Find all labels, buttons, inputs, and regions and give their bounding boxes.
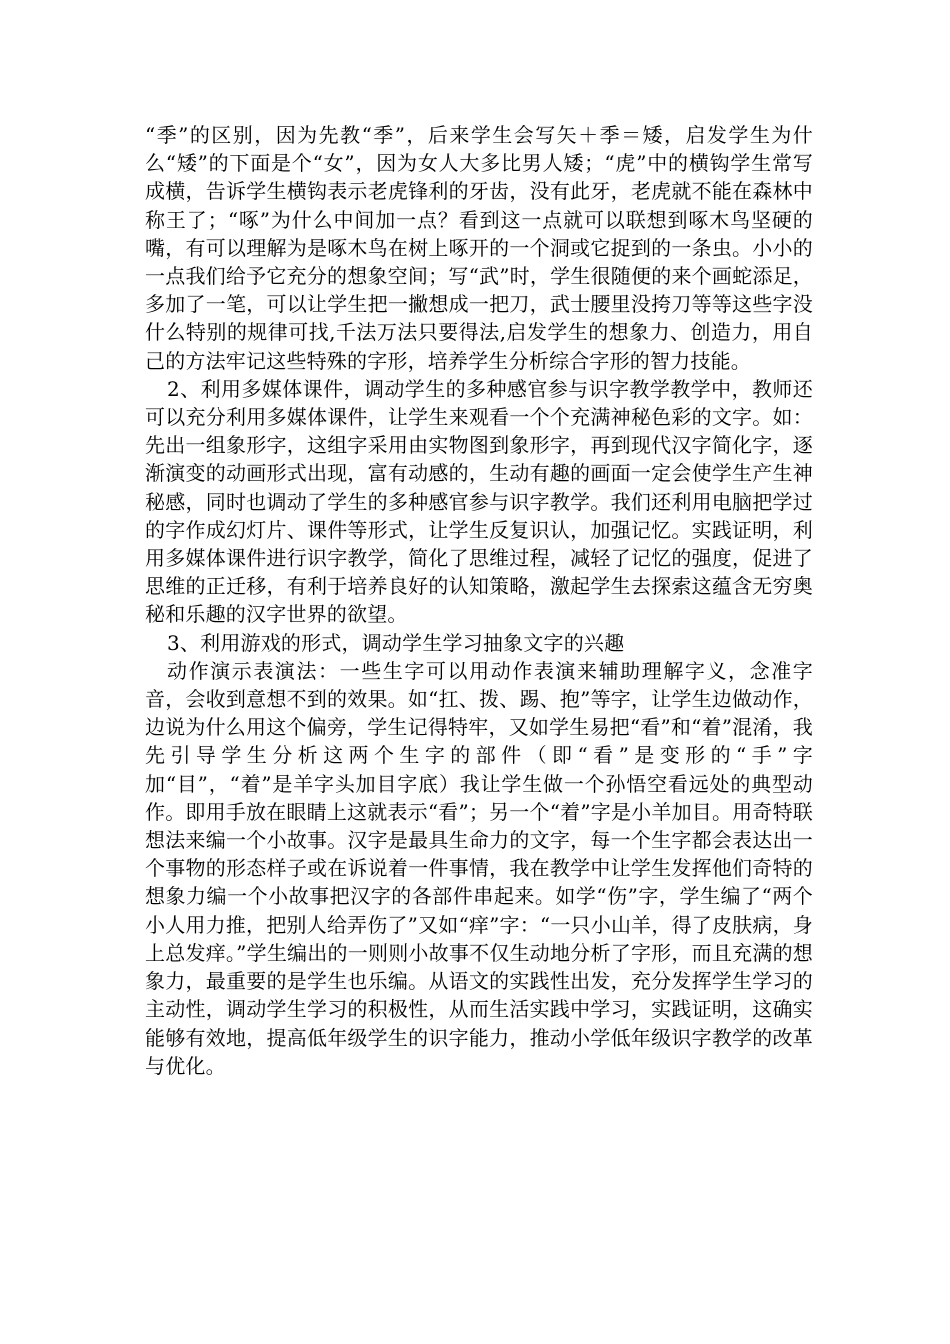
document-page (145, 121, 813, 1080)
paragraph-action-demonstration: 动作演示表演法：一些生字可以用动作表演来辅助理解字义，念准字音，会收到意想不到的效果。如“扛、拨、踢、抱”等字，让学生边做动作，边说为什么用这个偏旁，学生记得特牢，又如学生易把“看”和“着”混淆，我先引导学生分析这两个生字的部件（即“看”是变形的“手”字加“目”，“着”是羊字头加目字底）我让学生做一个孙悟空看远处的典型动作。即用手放在眼睛上这就表示“看”；另一个“着”字是小羊加目。用奇特联想法来编一个小故事。汉字是最具生命力的文字，每一个生字都会表达出一个事物的形态样子或在诉说着一件事情，我在教学中让学生发挥他们奇特的想象力编一个小故事把汉字的各部件串起来。如学“伤”字，学生编了“两个小人用力推，把别人给弄伤了”又如“痒”字：“一只小山羊，得了皮肤病，身上总发痒。”学生编出的一则则小故事不仅生动地分析了字形，而且充满的想象力，最重要的是学生也乐编。从语文的实践性出发，充分发挥学生学习的主动性，调动学生学习的积极性，从而生活实践中学习，实践证明，这确实能够有效地，提高低年级学生的识字能力，推动小学低年级识字教学的改革与优化。 (145, 658, 813, 1078)
paragraph-continued-examples: “季”的区别，因为先教“季”，后来学生会写矢＋季＝矮，启发学生为什么“矮”的下面是个“女”，因为女人大多比男人矮；“虎”中的横钩学生常写成横，告诉学生横钩表示老虎锋利的牙齿，没有此牙，老虎就不能在森林中称王了；“啄”为什么中间加一点？看到这一点就可以联想到啄木鸟坚硬的嘴，有可以理解为是啄木鸟在树上啄开的一个洞或它捉到的一条虫。小小的一点我们给予它充分的想象空间；写“武”时，学生很随便的来个画蛇添足，多加了一笔，可以让学生把一撇想成一把刀，武士腰里没挎刀等等这些字没什么特别的规律可找,千法万法只要得法,启发学生的想象力、创造力，用自己的方法牢记这些特殊的字形，培养学生分析综合字形的智力技能。 (145, 123, 813, 373)
paragraph-game-heading: 3、利用游戏的形式，调动学生学习抽象文字的兴趣 (167, 630, 625, 655)
paragraph-multimedia-courseware: 2、利用多媒体课件，调动学生的多种感官参与识字教学教学中，教师还可以充分利用多媒体课件，让学生来观看一个个充满神秘色彩的文字。如：先出一组象形字，这组字采用由实物图到象形字，再到现代汉字简化字，逐渐演变的动画形式出现，富有动感的，生动有趣的画面一定会使学生产生神秘感，同时也调动了学生的多种感官参与识字教学。我们还利用电脑把学过的字作成幻灯片、课件等形式，让学生反复识认，加强记忆。实践证明，利用多媒体课件进行识字教学，简化了思维过程，减轻了记忆的强度，促进了思维的正迁移，有利于培养良好的认知策略，激起学生去探索这蕴含无穷奥秘和乐趣的汉字世界的欲望。 (145, 376, 813, 627)
